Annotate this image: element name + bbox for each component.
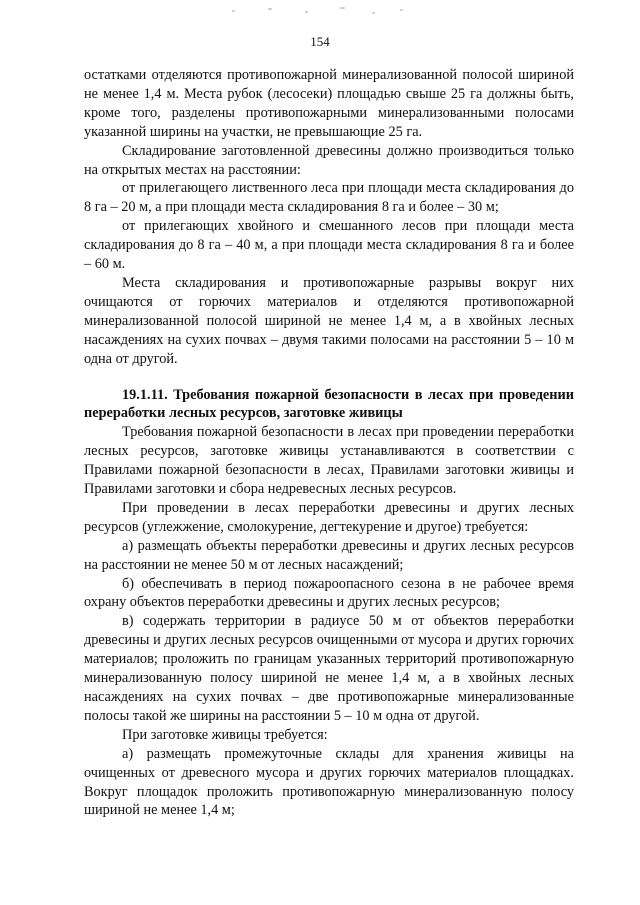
section-spacer [84,369,574,386]
scan-speck [305,11,308,13]
list-item: б) обеспечивать в период пожароопасного сезона в не рабочее время охрану объектов переработки древесины и других лесных ресурсов; [84,575,574,611]
scan-speck [340,7,345,9]
scan-speck [372,12,375,14]
scan-speck [268,8,272,10]
list-item: а) размещать промежуточные склады для хранения живицы на очищенных от древесного мусора и других горючих материалов площадках. Вокруг площадок проложить противопожарную минерализованную полосу шириной не менее 1,4 м; [84,745,574,819]
paragraph: Места складирования и противопожарные разрывы вокруг них очищаются от горючих материалов и отделяются противопожарной минерализованной полосой шириной не менее 1,4 м, а в хвойных лесных насаждениях на сухих почвах – двумя такими полосами на расстоянии 5 – 10 м одна от другой. [84,274,574,367]
paragraph: от прилегающего лиственного леса при площади места складирования до 8 га – 20 м, а при площади места складирования 8 га и более – 30 м; [84,180,574,216]
scan-speck [400,9,403,11]
paragraph: При заготовке живицы требуется: [122,726,328,743]
scan-speck [232,10,235,12]
document-body [84,66,574,820]
list-item: а) размещать объекты переработки древесины и других лесных ресурсов на расстоянии не менее 50 м от лесных насаждений; [84,537,574,573]
section-heading: 19.1.11. Требования пожарной безопасности в лесах при проведении переработки лесных ресурсов, заготовке живицы [84,386,574,422]
paragraph: Требования пожарной безопасности в лесах при проведении переработки лесных ресурсов, заготовке живицы устанавливаются в соответствии с Правилами пожарной безопасности в лесах, Правилами заготовки живицы и Правилами заготовки и сбора недревесных лесных ресурсов. [84,424,574,498]
paragraph: от прилегающих хвойного и смешанного лесов при площади места складирования до 8 га – 40 м, а при площади места складирования 8 га и более – 60 м. [84,218,574,273]
page-number: 154 [310,34,330,49]
paragraph: При проведении в лесах переработки древесины и других лесных ресурсов (углежжение, смолокурение, дегтекурение и другое) требуется: [84,499,574,535]
paragraph: остатками отделяются противопожарной минерализованной полосой шириной не менее 1,4 м. Места рубок (лесосеки) площадью свыше 25 га должны быть, кроме того, разделены противопожарными минерализованными полосами указанной ширины на участки, не превышающие 25 га. [84,67,574,140]
list-item: в) содержать территории в радиусе 50 м от объектов переработки древесины и других лесных ресурсов очищенными от мусора и других горючих материалов; проложить по границам указанных территорий противопожарную минерализованную полосу шириной не менее 1,4 м, а в хвойных лесных насаждениях на сухих почвах – две противопожарные минерализованные полосы такой же ширины на расстоянии 5 – 10 м одна от другой. [84,613,574,724]
paragraph: Складирование заготовленной древесины должно производиться только на открытых местах на расстоянии: [84,142,574,178]
